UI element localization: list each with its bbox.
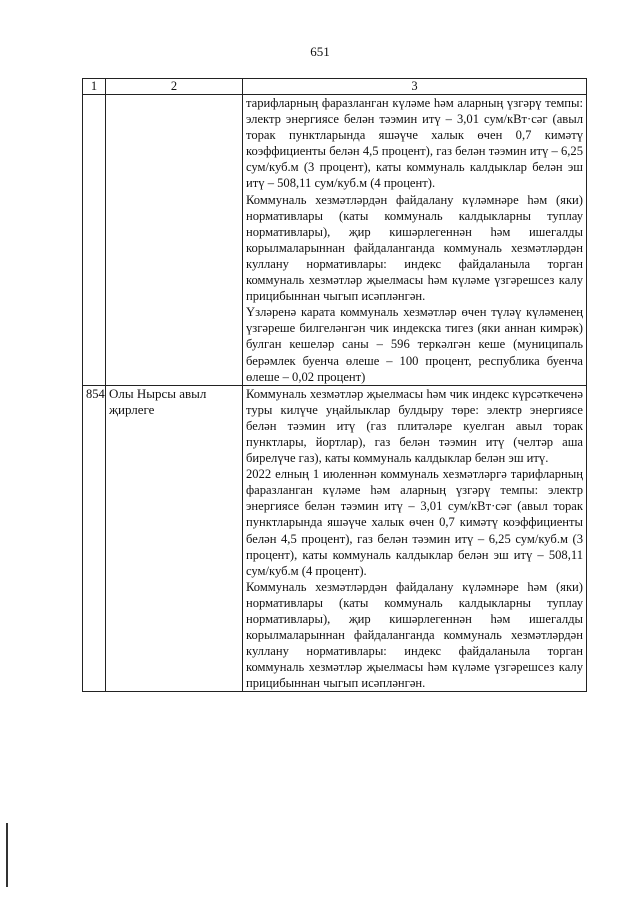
paragraph: Коммуналь хезмәтләрдән файдалану күләмнәре һәм (яки) нормативлары (каты коммуналь калдыкларны туплау нормативлары), җир кишәрлегеннән һәм ишегалды корылмаларыннан файдаланганда коммуналь хезмәтләрдән куллану нормативлары: индекс файдаланыла торган коммуналь хезмәтләр җыелмасы һәм күләме үзгәрешсез калу прицибыннан чыгып исәпләнгән. xyxy=(246,192,583,304)
paragraph: тарифларның фаразланган күләме һәм аларның үзгәрү темпы: электр энергиясе белән тәэмин итү – 3,01 сум/кВт·сәг (авыл торак пунктларында яшәүче халык өчен 0,7 кимәтү коэффициенты белән 4,5 процент), газ белән тәэмин итү – 6,25 сум/куб.м (3 процент), каты коммуналь калдыклар белән эш итү – 508,11 сум/куб.м (4 процент). xyxy=(246,96,583,191)
locality-name xyxy=(106,95,243,386)
table-row xyxy=(83,385,587,692)
row-description xyxy=(243,385,587,692)
column-header-3: 3 xyxy=(243,79,587,95)
paragraph: Коммуналь хезмәтләрдән файдалану күләмнәре һәм (яки) нормативлары (каты коммуналь калдыкларны туплау нормативлары), җир кишәрлегеннән һәм ишегалды корылмаларыннан файдаланганда коммуналь хезмәтләрдән куллану нормативлары: индекс файдаланыла торган коммуналь хезмәтләр җыелмасы һәм күләме үзгәрешсез калу прицибыннан чыгып исәпләнгән. xyxy=(246,579,583,691)
table-header-row xyxy=(83,79,587,95)
column-header-1: 1 xyxy=(83,79,106,95)
paragraph: Коммуналь хезмәтләр җыелмасы һәм чик индекс күрсәткеченә туры килүче уңайлыклар булдыру төре: электр энергиясе белән тәэмин итү (газ плитәләре куелган авыл торак пунктлары, йортлар), газ белән тәэмин итү (челтәр аша бирелүче газ), каты коммуналь калдыклар белән эш итү. xyxy=(246,386,583,466)
row-description xyxy=(243,95,587,386)
data-table xyxy=(82,78,587,692)
margin-rule xyxy=(6,823,8,887)
column-header-2: 2 xyxy=(106,79,243,95)
locality-name: Олы Нырсы авыл җирлеге xyxy=(106,385,243,692)
row-number: 854 xyxy=(83,385,106,692)
paragraph: 2022 елның 1 июленнән коммуналь хезмәтләргә тарифларның фаразланган күләме һәм аларның үзгәрү темпы: электр энергиясе белән тәэмин итү – 3,01 сум/кВт·сәг (авыл торак пунктларында яшәүче халык өчен 0,7 кимәтү коэффициенты белән 4,5 процент), газ белән тәэмин итү – 6,25 сум/куб.м (3 процент), каты коммуналь калдыклар белән эш итү – 508,11 сум/куб.м (4 процент). xyxy=(246,467,583,578)
table-row xyxy=(83,95,587,386)
row-number xyxy=(83,95,106,386)
page-number: 651 xyxy=(310,44,330,59)
paragraph: Үзләренә карата коммуналь хезмәтләр өчен түләү күләменең үзгәреше билгеләнгән чик индекска тигез (яки аннан кимрәк) булган кешеләр саны – 596 теркәлгән кеше (муниципаль берәмлек буенча өлеше – 100 процент, республика буенча өлеше – 0,02 процент) xyxy=(246,305,583,384)
